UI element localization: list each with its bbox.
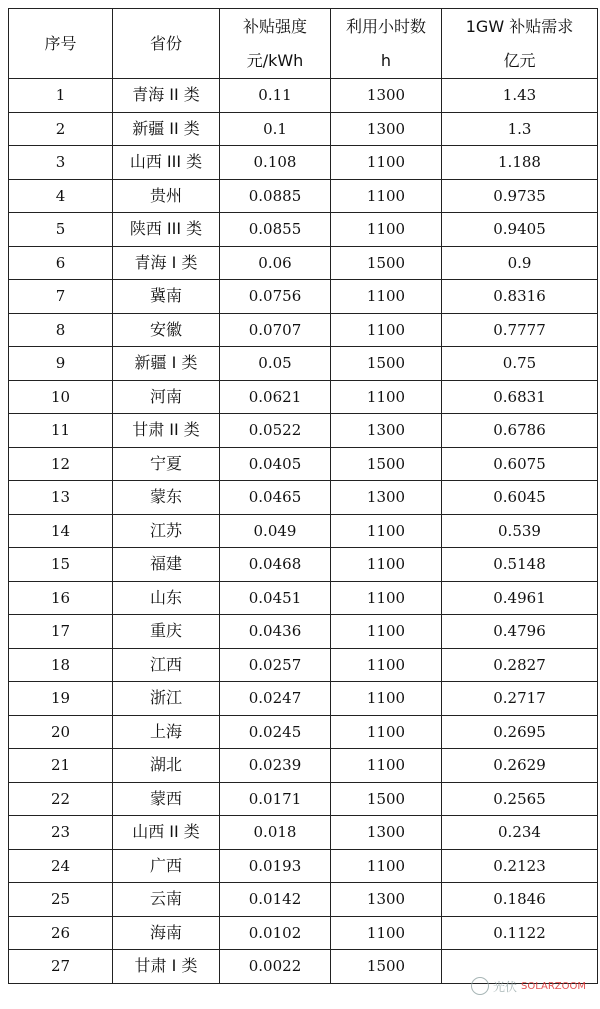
cell-subsidy: 0.0522 (220, 414, 331, 448)
cell-demand: 0.2629 (442, 749, 598, 783)
cell-province: 云南 (113, 883, 220, 917)
table-row (9, 849, 598, 883)
cell-subsidy: 0.0468 (220, 548, 331, 582)
header-province-label: 省份 (149, 33, 182, 53)
cell-demand: 0.2123 (442, 849, 598, 883)
cell-province: 广西 (113, 849, 220, 883)
cell-hours: 1100 (331, 615, 442, 649)
cell-hours: 1100 (331, 581, 442, 615)
cell-subsidy: 0.0707 (220, 313, 331, 347)
table-row (9, 213, 598, 247)
header-index (9, 9, 113, 79)
cell-hours: 1300 (331, 112, 442, 146)
cell-index: 22 (9, 782, 113, 816)
cell-subsidy: 0.06 (220, 246, 331, 280)
header-hours-unit: h (380, 50, 392, 70)
cell-subsidy: 0.0855 (220, 213, 331, 247)
cell-subsidy: 0.0247 (220, 682, 331, 716)
cell-demand: 0.6075 (442, 447, 598, 481)
cell-index: 16 (9, 581, 113, 615)
cell-province: 重庆 (113, 615, 220, 649)
watermark-site: SOLARZOOM (520, 980, 586, 992)
table-row (9, 916, 598, 950)
cell-hours: 1100 (331, 313, 442, 347)
table-row (9, 146, 598, 180)
cell-province: 青海 I 类 (113, 246, 220, 280)
cell-demand: 0.75 (442, 347, 598, 381)
cell-province: 蒙西 (113, 782, 220, 816)
cell-index: 6 (9, 246, 113, 280)
cell-index: 23 (9, 816, 113, 850)
cell-province: 安徽 (113, 313, 220, 347)
cell-demand: 0.5148 (442, 548, 598, 582)
cell-subsidy: 0.0102 (220, 916, 331, 950)
cell-hours: 1300 (331, 481, 442, 515)
cell-subsidy: 0.0171 (220, 782, 331, 816)
watermark-text: 光伏 (492, 979, 517, 994)
cell-hours: 1100 (331, 648, 442, 682)
cell-subsidy: 0.0756 (220, 280, 331, 314)
table-row (9, 246, 598, 280)
header-demand-label: 1GW 补贴需求 (465, 16, 574, 36)
table-row (9, 883, 598, 917)
table-row (9, 682, 598, 716)
watermark (471, 977, 586, 995)
cell-hours: 1300 (331, 816, 442, 850)
cell-province: 江西 (113, 648, 220, 682)
cell-demand: 0.8316 (442, 280, 598, 314)
header-subsidy (220, 9, 331, 79)
cell-index: 3 (9, 146, 113, 180)
table-row (9, 548, 598, 582)
cell-demand: 0.6786 (442, 414, 598, 448)
cell-province: 海南 (113, 916, 220, 950)
cell-demand: 0.2827 (442, 648, 598, 682)
table-row (9, 112, 598, 146)
cell-province: 湖北 (113, 749, 220, 783)
cell-subsidy: 0.0193 (220, 849, 331, 883)
cell-hours: 1300 (331, 414, 442, 448)
table-row (9, 347, 598, 381)
subsidy-table (8, 8, 598, 984)
header-demand-unit: 亿元 (503, 50, 536, 70)
cell-subsidy: 0.0405 (220, 447, 331, 481)
cell-subsidy: 0.11 (220, 79, 331, 113)
cell-index: 15 (9, 548, 113, 582)
table-body (9, 79, 598, 984)
cell-hours: 1100 (331, 213, 442, 247)
cell-demand: 1.43 (442, 79, 598, 113)
table-row (9, 615, 598, 649)
cell-demand: 0.6831 (442, 380, 598, 414)
table-row (9, 179, 598, 213)
cell-hours: 1100 (331, 715, 442, 749)
header-subsidy-unit: 元/kWh (246, 50, 304, 70)
table-row (9, 648, 598, 682)
cell-demand: 0.2717 (442, 682, 598, 716)
cell-index: 9 (9, 347, 113, 381)
cell-demand: 0.2565 (442, 782, 598, 816)
table-row (9, 447, 598, 481)
cell-province: 福建 (113, 548, 220, 582)
cell-index: 21 (9, 749, 113, 783)
cell-demand: 1.3 (442, 112, 598, 146)
cell-index: 2 (9, 112, 113, 146)
cell-demand: 0.7777 (442, 313, 598, 347)
cell-demand: 0.4796 (442, 615, 598, 649)
cell-index: 12 (9, 447, 113, 481)
cell-hours: 1500 (331, 447, 442, 481)
cell-province: 浙江 (113, 682, 220, 716)
cell-subsidy: 0.0239 (220, 749, 331, 783)
header-province (113, 9, 220, 79)
cell-province: 蒙东 (113, 481, 220, 515)
cell-demand: 0.9405 (442, 213, 598, 247)
cell-index: 25 (9, 883, 113, 917)
cell-index: 19 (9, 682, 113, 716)
cell-province: 新疆 II 类 (113, 112, 220, 146)
cell-hours: 1500 (331, 347, 442, 381)
table-row (9, 816, 598, 850)
cell-province: 青海 II 类 (113, 79, 220, 113)
cell-demand: 0.234 (442, 816, 598, 850)
cell-hours: 1100 (331, 280, 442, 314)
cell-subsidy: 0.018 (220, 816, 331, 850)
table-row (9, 414, 598, 448)
cell-province: 陕西 III 类 (113, 213, 220, 247)
cell-demand: 0.6045 (442, 481, 598, 515)
cell-hours: 1100 (331, 849, 442, 883)
cell-demand: 0.1122 (442, 916, 598, 950)
cell-subsidy: 0.05 (220, 347, 331, 381)
cell-subsidy: 0.0465 (220, 481, 331, 515)
cell-province: 甘肃 I 类 (113, 950, 220, 984)
header-demand (442, 9, 598, 79)
cell-hours: 1100 (331, 380, 442, 414)
table-row (9, 280, 598, 314)
cell-hours: 1300 (331, 79, 442, 113)
header-subsidy-label: 补贴强度 (242, 16, 307, 36)
cell-subsidy: 0.0436 (220, 615, 331, 649)
table-row (9, 749, 598, 783)
cell-subsidy: 0.0245 (220, 715, 331, 749)
cell-demand: 0.2695 (442, 715, 598, 749)
cell-province: 山西 III 类 (113, 146, 220, 180)
cell-subsidy: 0.0451 (220, 581, 331, 615)
cell-demand: 0.9 (442, 246, 598, 280)
cell-index: 4 (9, 179, 113, 213)
table-row (9, 313, 598, 347)
cell-index: 20 (9, 715, 113, 749)
cell-hours: 1100 (331, 916, 442, 950)
cell-index: 13 (9, 481, 113, 515)
cell-index: 5 (9, 213, 113, 247)
cell-index: 1 (9, 79, 113, 113)
table-row (9, 715, 598, 749)
cell-hours: 1100 (331, 146, 442, 180)
table-row (9, 380, 598, 414)
cell-hours: 1100 (331, 179, 442, 213)
cell-province: 新疆 I 类 (113, 347, 220, 381)
table-row (9, 481, 598, 515)
cell-index: 24 (9, 849, 113, 883)
cell-subsidy: 0.0257 (220, 648, 331, 682)
cell-province: 河南 (113, 380, 220, 414)
table-row (9, 581, 598, 615)
cell-index: 18 (9, 648, 113, 682)
wechat-icon (471, 977, 489, 995)
cell-index: 11 (9, 414, 113, 448)
cell-hours: 1100 (331, 514, 442, 548)
cell-province: 贵州 (113, 179, 220, 213)
cell-province: 山东 (113, 581, 220, 615)
cell-subsidy: 0.0885 (220, 179, 331, 213)
cell-subsidy: 0.0142 (220, 883, 331, 917)
cell-index: 27 (9, 950, 113, 984)
table-header-row (9, 9, 598, 79)
cell-hours: 1100 (331, 682, 442, 716)
cell-hours: 1100 (331, 749, 442, 783)
cell-demand: 0.4961 (442, 581, 598, 615)
cell-subsidy: 0.0022 (220, 950, 331, 984)
cell-hours: 1100 (331, 548, 442, 582)
cell-demand: 0.9735 (442, 179, 598, 213)
cell-hours: 1300 (331, 883, 442, 917)
cell-index: 17 (9, 615, 113, 649)
header-index-label: 序号 (44, 33, 77, 53)
cell-demand: 0.1846 (442, 883, 598, 917)
cell-province: 江苏 (113, 514, 220, 548)
header-hours (331, 9, 442, 79)
cell-index: 26 (9, 916, 113, 950)
cell-hours: 1500 (331, 782, 442, 816)
cell-province: 山西 II 类 (113, 816, 220, 850)
cell-index: 14 (9, 514, 113, 548)
cell-subsidy: 0.108 (220, 146, 331, 180)
table-row (9, 79, 598, 113)
cell-demand: 0.539 (442, 514, 598, 548)
cell-province: 宁夏 (113, 447, 220, 481)
cell-index: 10 (9, 380, 113, 414)
header-hours-label: 利用小时数 (345, 16, 426, 36)
cell-index: 8 (9, 313, 113, 347)
cell-subsidy: 0.0621 (220, 380, 331, 414)
cell-province: 冀南 (113, 280, 220, 314)
cell-hours: 1500 (331, 950, 442, 984)
cell-demand: 1.188 (442, 146, 598, 180)
cell-province: 甘肃 II 类 (113, 414, 220, 448)
cell-hours: 1500 (331, 246, 442, 280)
table-row (9, 782, 598, 816)
cell-index: 7 (9, 280, 113, 314)
cell-province: 上海 (113, 715, 220, 749)
cell-subsidy: 0.1 (220, 112, 331, 146)
table-row (9, 514, 598, 548)
cell-subsidy: 0.049 (220, 514, 331, 548)
